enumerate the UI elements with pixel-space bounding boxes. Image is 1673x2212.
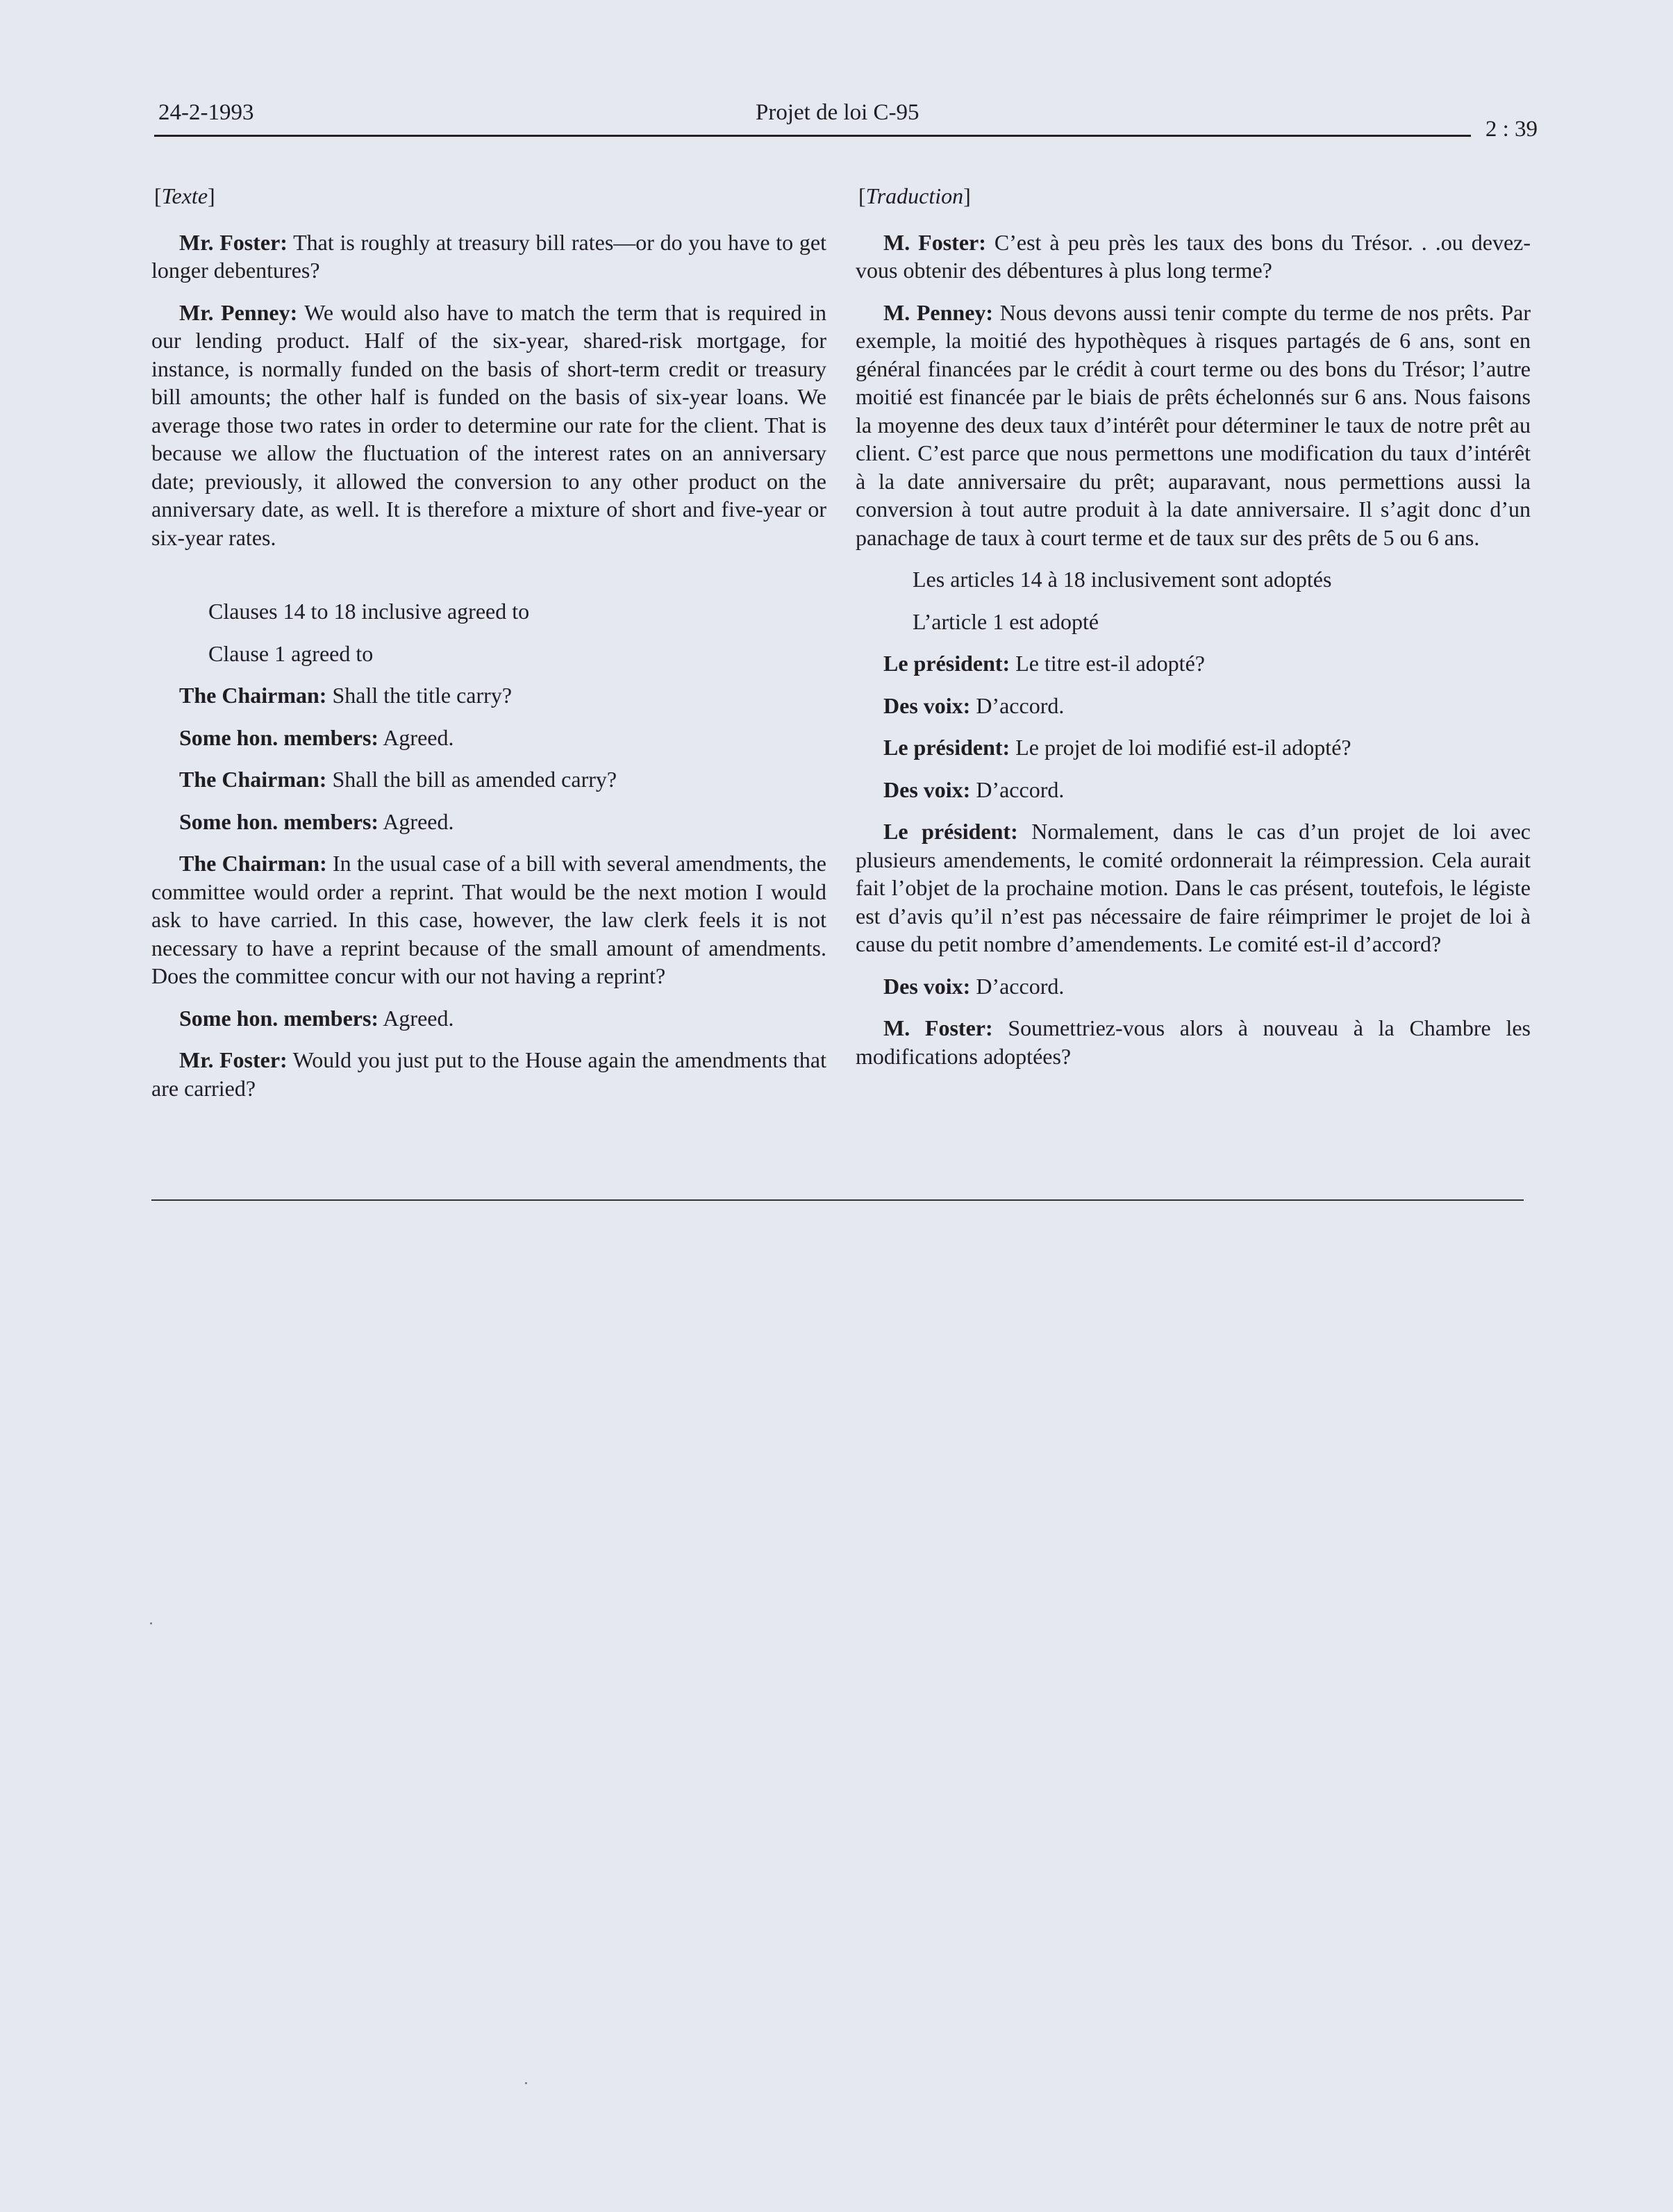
paragraph [856,817,1531,958]
paragraph [856,299,1531,552]
procedural-note: L’article 1 est adopté [913,608,1099,634]
paragraph [151,1046,826,1102]
speech-text: That is roughly at treasury bill rates—or do you have to get longer debentures? [151,229,827,283]
speech-text: We would also have to match the term that is required in our lending product. Half of the six-year, shared-risk mortgage, for instance, is normally funded on the basis of short-term credit or treasury bill amounts; the other half is funded on the basis of six-year loans. We average those two rates in order to determine our rate for the client. That is because we allow the fluctuation of the interest rates on an anniversary date; previously, it allowed the conversion to any other product on the anniversary date, as well. It is therefore a mixture of short and five-year or six-year rates. [151,299,827,550]
scan-speck [525,2082,527,2084]
speech-text: Shall the bill as amended carry? [326,767,617,792]
paragraph [856,649,1531,678]
speech-text: D’accord. [970,973,1065,999]
paragraph [856,733,1531,762]
speaker-name: M. Penney: [883,299,994,325]
label-bracket-close: ] [963,183,971,208]
speaker-name: Some hon. members: [179,808,379,834]
procedural-note: Les articles 14 à 18 inclusivement sont adoptés [913,567,1332,592]
paragraph [151,808,826,836]
label-text: Texte [161,183,208,208]
header-title: Projet de loi C-95 [756,100,919,125]
speaker-name: Des voix: [883,692,971,718]
column-label-texte [151,182,826,210]
paragraph [856,692,1531,720]
speaker-name: Mr. Foster: [179,1047,288,1072]
speaker-name: Some hon. members: [179,1005,379,1031]
speaker-name: Des voix: [883,776,971,802]
speech-text: Agreed. [378,808,454,834]
paragraph [151,724,826,752]
speaker-name: Some hon. members: [179,724,379,750]
speaker-name: M. Foster: [883,1015,993,1040]
speech-text: Le titre est-il adopté? [1010,651,1205,676]
label-bracket-open: [ [154,183,162,208]
page-header [154,96,1540,142]
speech-text: Soumettriez-vous alors à nouveau à la Chambre les modifications adoptées? [856,1015,1531,1069]
column-label-traduction [856,182,1531,210]
speaker-name: The Chairman: [179,851,327,876]
label-text: Traduction [865,183,964,208]
paragraph [856,776,1531,804]
speaker-name: The Chairman: [179,767,327,792]
speech-text: Le projet de loi modifié est-il adopté? [1010,735,1351,760]
speech-text: C’est à peu près les taux des bons du Trésor. . .ou devez-vous obtenir des débentures à plus long terme? [856,229,1531,283]
paragraph [151,681,826,710]
speaker-name: M. Foster: [883,229,986,255]
speaker-name: Des voix: [883,973,971,999]
header-date: 24-2-1993 [158,100,254,125]
speech-text: D’accord. [970,692,1065,718]
paragraph [856,1014,1531,1070]
speech-text: Normalement, dans le cas d’un projet de loi avec plusieurs amendements, le comité ordonnerait la réimpression. Cela aurait fait l’objet de la prochaine motion. Dans le cas présent, toutefois, le légiste est d’avis qu’il n’est pas nécessaire de faire réimprimer le projet de loi à cause du petit nombre d’amendements. Le comité est-il d’accord? [856,819,1531,956]
speaker-name: Le président: [883,735,1010,760]
paragraph [151,299,826,552]
paragraph [856,972,1531,1001]
paragraph [151,1004,826,1033]
scan-speck [150,1622,152,1624]
speech-text: D’accord. [970,776,1065,802]
speaker-name: Mr. Penney: [179,299,298,325]
speech-text: Shall the title carry? [326,683,513,708]
speaker-name: Le président: [883,819,1018,844]
speaker-name: Le président: [883,651,1010,676]
speaker-name: The Chairman: [179,683,327,708]
header-page-number: 2 : 39 [1485,117,1538,142]
paragraph [856,228,1531,285]
paragraph [151,849,826,990]
procedural-note: Clause 1 agreed to [208,640,374,666]
speech-text: Nous devons aussi tenir compte du terme de nos prêts. Par exemple, la moitié des hypothèques à risques partagés de 6 ans, sont en général financées par le crédit à court terme ou des bons du Trésor; l’autre moitié est financée par le biais de prêts échelonnés sur 6 ans. Nous faisons la moyenne des deux taux d’intérêt pour déterminer le taux de notre prêt au client. C’est parce que nous permettons une modification du taux d’intérêt à la date anniversaire du prêt; auparavant, nous permettions aussi la conversion à tout autre produit à la date anniversaire. Il s’agit donc d’un panachage de taux à court terme et de taux sur des prêts de 5 ou 6 ans. [856,299,1531,550]
bottom-rule [151,1199,1524,1201]
speech-text: Agreed. [378,1005,454,1031]
paragraph [151,765,826,794]
spacer [151,565,826,597]
speech-text: Would you just put to the House again the amendments that are carried? [151,1047,827,1101]
speech-text: Agreed. [378,724,454,750]
label-bracket-close: ] [208,183,215,208]
label-bracket-open: [ [858,183,866,208]
paragraph [151,228,826,285]
english-column [151,182,826,1116]
french-column [856,182,1531,1084]
speech-text: In the usual case of a bill with several amendments, the committee would order a reprint. That would be the next motion I would ask to have carried. In this case, however, the law clerk feels it is not necessary to have a reprint because of the small amount of amendments. Does the committee concur with our not having a reprint? [151,851,827,988]
procedural-note: Clauses 14 to 18 inclusive agreed to [208,599,530,624]
speaker-name: Mr. Foster: [179,229,288,255]
header-rule [154,135,1471,137]
